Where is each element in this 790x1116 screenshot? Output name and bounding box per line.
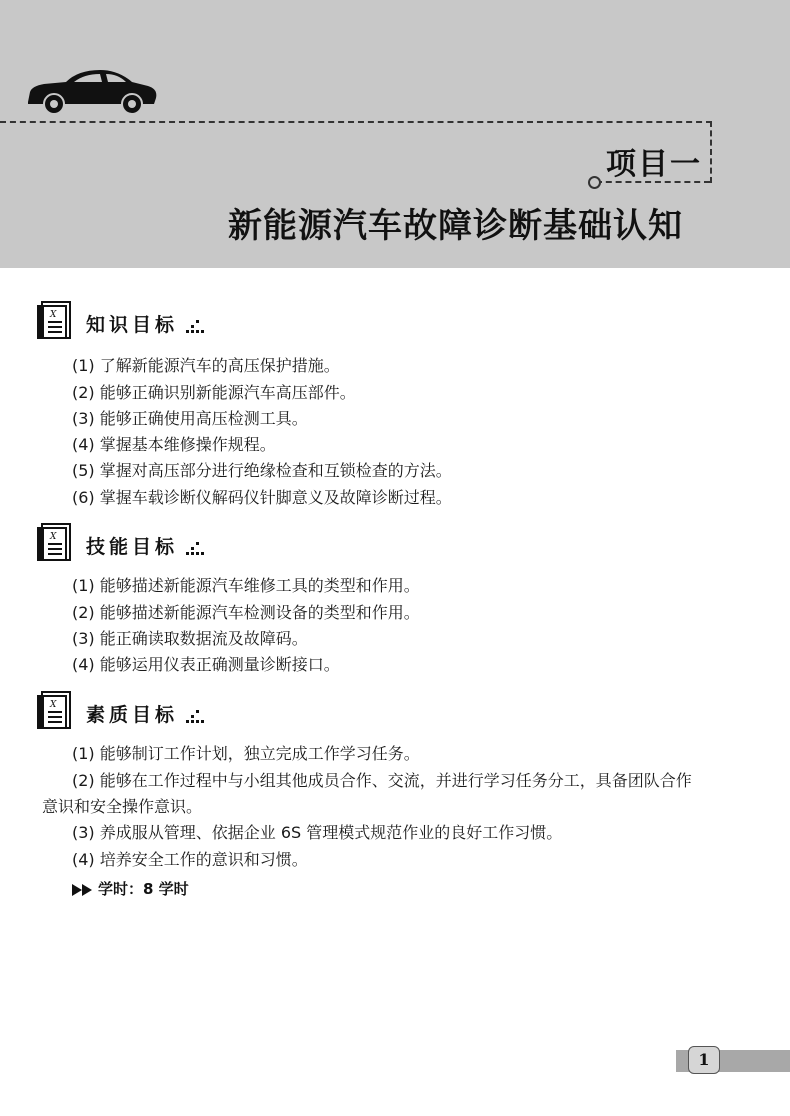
quality-item-continuation: 意识和安全操作意识。: [42, 797, 203, 816]
svg-text:X: X: [50, 532, 57, 542]
study-hours: [72, 878, 189, 899]
car-icon: [22, 62, 162, 118]
section-title: 技能目标: [86, 536, 179, 558]
quality-item: (2) 能够在工作过程中与小组其他成员合作、交流，并进行学习任务分工，具备团队合作: [72, 771, 692, 790]
dots-icon: [186, 710, 204, 724]
knowledge-item: (4) 掌握基本维修操作规程。: [72, 435, 276, 454]
header-band: [0, 0, 790, 268]
notebook-icon: [36, 300, 72, 340]
section-title: 知识目标: [86, 314, 179, 336]
section-title: 素质目标: [86, 704, 179, 726]
knowledge-item: (1) 了解新能源汽车的高压保护措施。: [72, 356, 340, 375]
dots-icon: [186, 542, 204, 556]
project-number: 项目一: [606, 147, 702, 182]
page-number: 1: [688, 1046, 720, 1074]
double-arrow-icon: [72, 884, 94, 896]
section-heading-skill: [36, 522, 296, 564]
study-hours-text: 学时：8 学时: [98, 880, 189, 898]
quality-item: (4) 培养安全工作的意识和习惯。: [72, 850, 308, 869]
knowledge-item: (6) 掌握车载诊断仪解码仪针脚意义及故障诊断过程。: [72, 488, 452, 507]
notebook-icon: [36, 690, 72, 730]
knowledge-item: (3) 能够正确使用高压检测工具。: [72, 409, 308, 428]
quality-item: (3) 养成服从管理、依据企业 6S 管理模式规范作业的良好工作习惯。: [72, 823, 563, 842]
skill-item: (2) 能够描述新能源汽车检测设备的类型和作用。: [72, 603, 420, 622]
project-title: 新能源汽车故障诊断基础认知: [228, 206, 683, 246]
knowledge-item: (5) 掌握对高压部分进行绝缘检查和互锁检查的方法。: [72, 461, 452, 480]
notebook-icon: [36, 522, 72, 562]
svg-text:X: X: [50, 310, 57, 320]
svg-text:X: X: [50, 700, 57, 710]
dots-icon: [186, 320, 204, 334]
section-heading-quality: [36, 690, 296, 732]
skill-item: (3) 能正确读取数据流及故障码。: [72, 629, 308, 648]
frame-dot: [588, 176, 601, 189]
quality-item: (1) 能够制订工作计划，独立完成工作学习任务。: [72, 744, 420, 763]
skill-item: (1) 能够描述新能源汽车维修工具的类型和作用。: [72, 576, 420, 595]
knowledge-item: (2) 能够正确识别新能源汽车高压部件。: [72, 383, 356, 402]
skill-item: (4) 能够运用仪表正确测量诊断接口。: [72, 655, 340, 674]
section-heading-knowledge: [36, 300, 296, 342]
